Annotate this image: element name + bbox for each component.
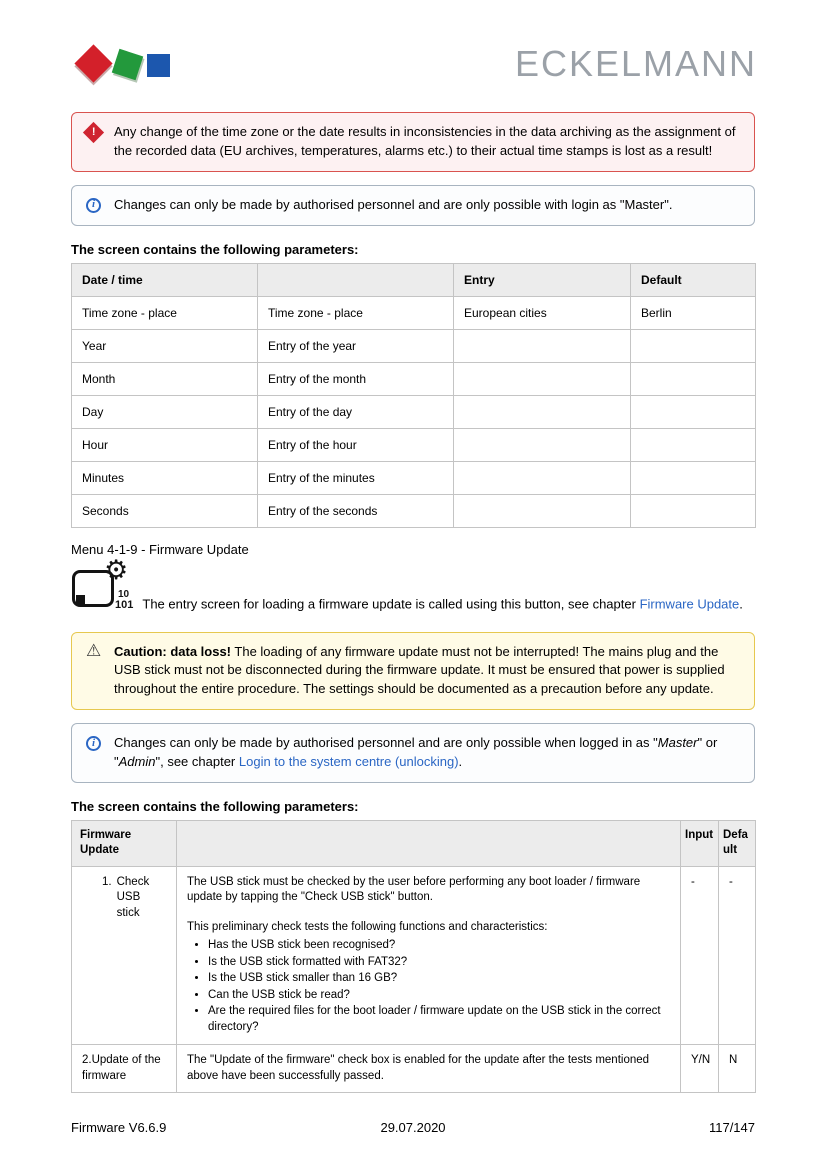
table-cell-input: -	[681, 866, 719, 1045]
footer-date: 29.07.2020	[380, 1120, 446, 1135]
date-time-parameters-table	[71, 263, 756, 528]
usb-check-paragraph-2: This preliminary check tests the following functions and characteristics:	[187, 920, 548, 933]
table-cell: Minutes	[72, 461, 258, 494]
table-cell	[454, 461, 631, 494]
firmware-paragraph-period: .	[739, 596, 743, 612]
logo-blue-square-icon	[147, 54, 170, 77]
table-cell-check-usb	[72, 866, 177, 1045]
table-cell: Year	[72, 329, 258, 362]
table-cell: Time zone - place	[258, 296, 454, 329]
firmware-icon-chip	[76, 595, 85, 604]
master-italic: Master	[657, 735, 698, 751]
caution-text: Caution: data loss! The loading of any firmware update must not be interrupted! The mains plug and the USB stick must not be disconnected during the firmware update. It must be ensured that power is supplied throughout the entire procedure. The settings should be documented as a precaution before any update.	[114, 643, 725, 697]
column-header-firmware-update: Firmware Update	[72, 820, 177, 866]
list-number: 1.	[102, 875, 112, 888]
info-icon: i	[86, 736, 101, 751]
table-cell-description	[177, 866, 681, 1045]
info-icon: i	[86, 198, 101, 213]
brand-wordmark: ECKELMANN	[514, 43, 757, 84]
page-footer	[71, 1120, 755, 1135]
column-header-blank	[258, 263, 454, 296]
info-notice-master-admin	[71, 723, 755, 783]
list-item: • Are the required files for the boot loader / firmware update on the USB stick in the correct directory?	[208, 1004, 670, 1035]
menu-title: Menu 4-1-9 - Firmware Update	[71, 541, 249, 557]
table-cell	[454, 329, 631, 362]
table-cell: Entry of the seconds	[258, 494, 454, 527]
table-cell: European cities	[454, 296, 631, 329]
caution-bold-lead: Caution: data loss!	[114, 643, 232, 659]
table-cell: Entry of the month	[258, 362, 454, 395]
table-row	[72, 362, 756, 395]
section-heading-parameters-1: The screen contains the following parameters:	[71, 241, 359, 257]
table-header-row	[72, 263, 756, 296]
table-row	[72, 296, 756, 329]
table-row	[72, 494, 756, 527]
table-cell-update-firmware: 2.Update of the firmware	[72, 1045, 177, 1093]
table-cell: Entry of the day	[258, 395, 454, 428]
list-item: • Is the USB stick smaller than 16 GB?	[208, 971, 670, 987]
column-header-input: Input	[681, 820, 719, 866]
usb-check-paragraph-1: The USB stick must be checked by the user before performing any boot loader / firmware update by tapping the "Check USB stick" button.	[187, 875, 641, 904]
table-row	[72, 866, 756, 1045]
list-label: Check USB stick	[116, 875, 150, 919]
alert-icon: !	[83, 122, 104, 143]
table-cell	[631, 428, 756, 461]
column-header-date-time: Date / time	[72, 263, 258, 296]
page-header	[0, 0, 827, 86]
table-cell: Entry of the year	[258, 329, 454, 362]
table-cell-default: -	[719, 866, 756, 1045]
gear-icon: ⚙	[104, 554, 129, 586]
binary-text-bottom: 101	[115, 598, 134, 611]
firmware-paragraph-text: The entry screen for loading a firmware update is called using this button, see chapter	[142, 596, 640, 612]
login-system-centre-link[interactable]: Login to the system centre (unlocking)	[238, 753, 459, 769]
admin-italic: Admin	[118, 753, 156, 769]
table-cell	[454, 494, 631, 527]
table-row	[72, 428, 756, 461]
table-cell: Berlin	[631, 296, 756, 329]
logo-red-diamond-icon	[74, 44, 112, 82]
table-cell: Seconds	[72, 494, 258, 527]
table-cell	[631, 494, 756, 527]
warning-notice	[71, 112, 755, 172]
list-item: • Can the USB stick be read?	[208, 988, 670, 1004]
table-cell: Hour	[72, 428, 258, 461]
caution-triangle-icon: ⚠	[86, 640, 102, 661]
list-item: • Is the USB stick formatted with FAT32?	[208, 955, 670, 971]
table-row	[72, 461, 756, 494]
table-row	[72, 329, 756, 362]
table-cell	[454, 362, 631, 395]
table-cell: Month	[72, 362, 258, 395]
table-cell: Time zone - place	[72, 296, 258, 329]
footer-page-number: 117/147	[708, 1120, 755, 1135]
table-row	[72, 395, 756, 428]
section-heading-parameters-2: The screen contains the following parameters:	[71, 798, 359, 814]
table-header-row	[72, 820, 756, 866]
footer-version: Firmware V6.6.9	[71, 1120, 167, 1135]
column-header-default: Default	[719, 820, 756, 866]
table-cell	[631, 329, 756, 362]
logo-green-square-icon	[112, 49, 144, 81]
binary-text-top: 10	[118, 588, 130, 600]
table-cell: Entry of the minutes	[258, 461, 454, 494]
table-cell: Entry of the hour	[258, 428, 454, 461]
column-header-default: Default	[631, 263, 756, 296]
column-header-blank	[177, 820, 681, 866]
firmware-update-button-icon	[71, 554, 135, 614]
column-header-entry: Entry	[454, 263, 631, 296]
usb-check-list	[208, 938, 670, 1035]
firmware-paragraph	[71, 554, 755, 614]
table-cell	[631, 461, 756, 494]
table-cell	[454, 395, 631, 428]
info-text: Changes can only be made by authorised personnel and are only possible when logged in as "Master" or "Admin", see chapter Login to the system centre (unlocking).	[114, 735, 718, 769]
table-cell	[631, 395, 756, 428]
list-item: • Has the USB stick been recognised?	[208, 938, 670, 954]
eckelmann-logo-icon	[73, 42, 173, 86]
table-row	[72, 1045, 756, 1093]
firmware-update-link[interactable]: Firmware Update	[639, 596, 740, 612]
info-notice-master	[71, 185, 755, 226]
caution-notice	[71, 632, 755, 711]
table-cell-input: Y/N	[681, 1045, 719, 1093]
table-cell-default: N	[719, 1045, 756, 1093]
table-cell	[631, 362, 756, 395]
table-cell	[454, 428, 631, 461]
info-text: Changes can only be made by authorised personnel and are only possible with login as "Master".	[114, 196, 673, 212]
table-cell-description: The "Update of the firmware" check box is enabled for the update after the tests mentioned above have been successfully passed.	[177, 1045, 681, 1093]
table-cell: Day	[72, 395, 258, 428]
firmware-update-parameters-table	[71, 820, 756, 1094]
warning-text: Any change of the time zone or the date results in inconsistencies in the data archiving as the assignment of the recorded data (EU archives, temperatures, alarms etc.) to their actual time stamps is lost as a result!	[114, 124, 736, 158]
